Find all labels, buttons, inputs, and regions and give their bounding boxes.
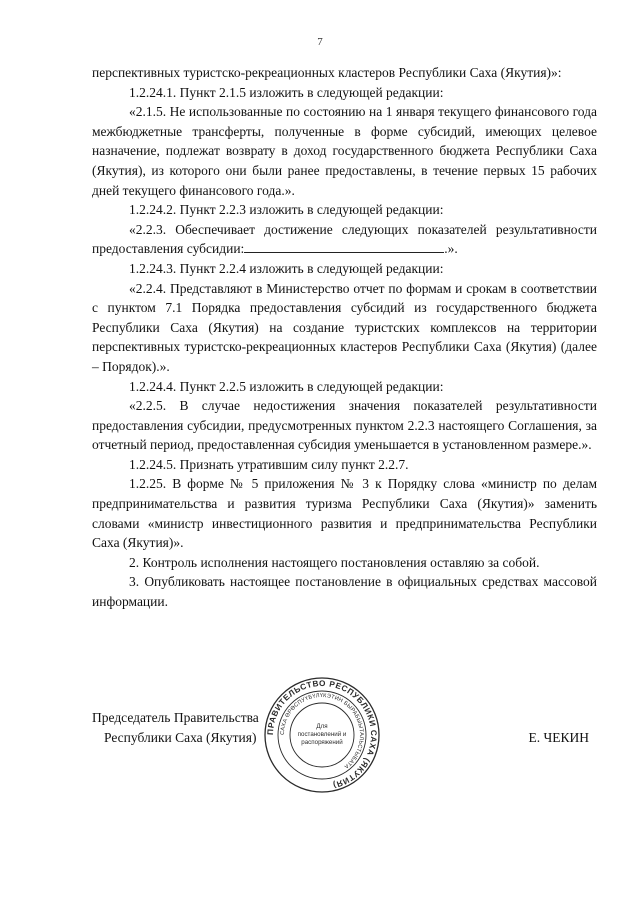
seal-inner-text: САХА ӨРӨСПУҮБҮЛҮКЭТИН БЫРАБЫЫТАЛЬСТЫБАТА	[279, 692, 365, 770]
signatory-title-line2: Республики Саха (Якутия)	[104, 730, 257, 745]
paragraph: 1.2.25. В форме № 5 приложения № 3 к Порядку слова «министр по делам предпринимательства и развития туризма Республики Саха (Якутия)» заменить словами «министр инвестиционного развития и предпринимательства Республики Саха (Якутия)».	[92, 476, 597, 551]
seal-outer-text: ПРАВИТЕЛЬСТВО РЕСПУБЛИКИ САХА (ЯКУТИЯ)	[265, 678, 379, 790]
paragraph: 1.2.24.5. Признать утратившим силу пункт 2.2.7.	[129, 456, 409, 472]
page-number: 7	[317, 36, 323, 48]
paragraph-with-blank	[92, 220, 597, 259]
seal-center-line3: распоряжений	[301, 739, 343, 746]
paragraph: 1.2.24.1. Пункт 2.1.5 изложить в следующей редакции:	[129, 84, 444, 100]
paragraph: перспективных туристско-рекреационных кластеров Республики Саха (Якутия)»:	[92, 65, 562, 80]
paragraph: «2.2.5. В случае недостижения значения показателей результативности предоставления субсидии, предусмотренных пунктом 2.2.3 настоящего Соглашения, за отчетный период, предоставленная субсидия уменьшается в установленном размере.».	[92, 398, 597, 453]
document-body	[92, 63, 597, 612]
paragraph-text: «2.2.3. Обеспечивает достижение следующих показателей результативности предоставления субсидии:	[92, 221, 597, 257]
official-seal-stamp	[263, 676, 381, 794]
signatory-title-line1: Председатель Правительства	[92, 710, 259, 725]
paragraph: «2.1.5. Не использованные по состоянию на 1 января текущего финансового года межбюджетные трансферты, полученные в форме субсидий, имеющих целевое назначение, подлежат возврату в доход государственного бюджета Республики Саха (Якутия), из которого они были ранее предоставлены, в течение первых 15 рабочих дней текущего финансового года.».	[92, 104, 597, 198]
paragraph: «2.2.4. Представляют в Министерство отчет по формам и срокам в соответствии с пунктом 7.1 Порядка предоставления субсидий из государственного бюджета Республики Саха (Якутия) на создание туристских комплексов на территории перспективных туристско-рекреационных кластеров Республики Саха (Якутия) (далее – Порядок).».	[92, 280, 597, 374]
paragraph: 3. Опубликовать настоящее постановление в официальных средствах массовой информации.	[92, 574, 597, 610]
signatory-name: Е. ЧЕКИН	[528, 730, 589, 745]
paragraph: 2. Контроль исполнения настоящего постановления оставляю за собой.	[129, 554, 540, 570]
paragraph-text-after: .».	[444, 241, 458, 257]
seal-center-line2: постановлений и	[297, 731, 347, 738]
seal-center-line1: Для	[316, 723, 328, 730]
paragraph: 1.2.24.3. Пункт 2.2.4 изложить в следующей редакции:	[129, 260, 444, 276]
paragraph: 1.2.24.4. Пункт 2.2.5 изложить в следующей редакции:	[129, 378, 444, 394]
blank-line	[244, 241, 444, 253]
paragraph: 1.2.24.2. Пункт 2.2.3 изложить в следующей редакции:	[129, 202, 444, 218]
